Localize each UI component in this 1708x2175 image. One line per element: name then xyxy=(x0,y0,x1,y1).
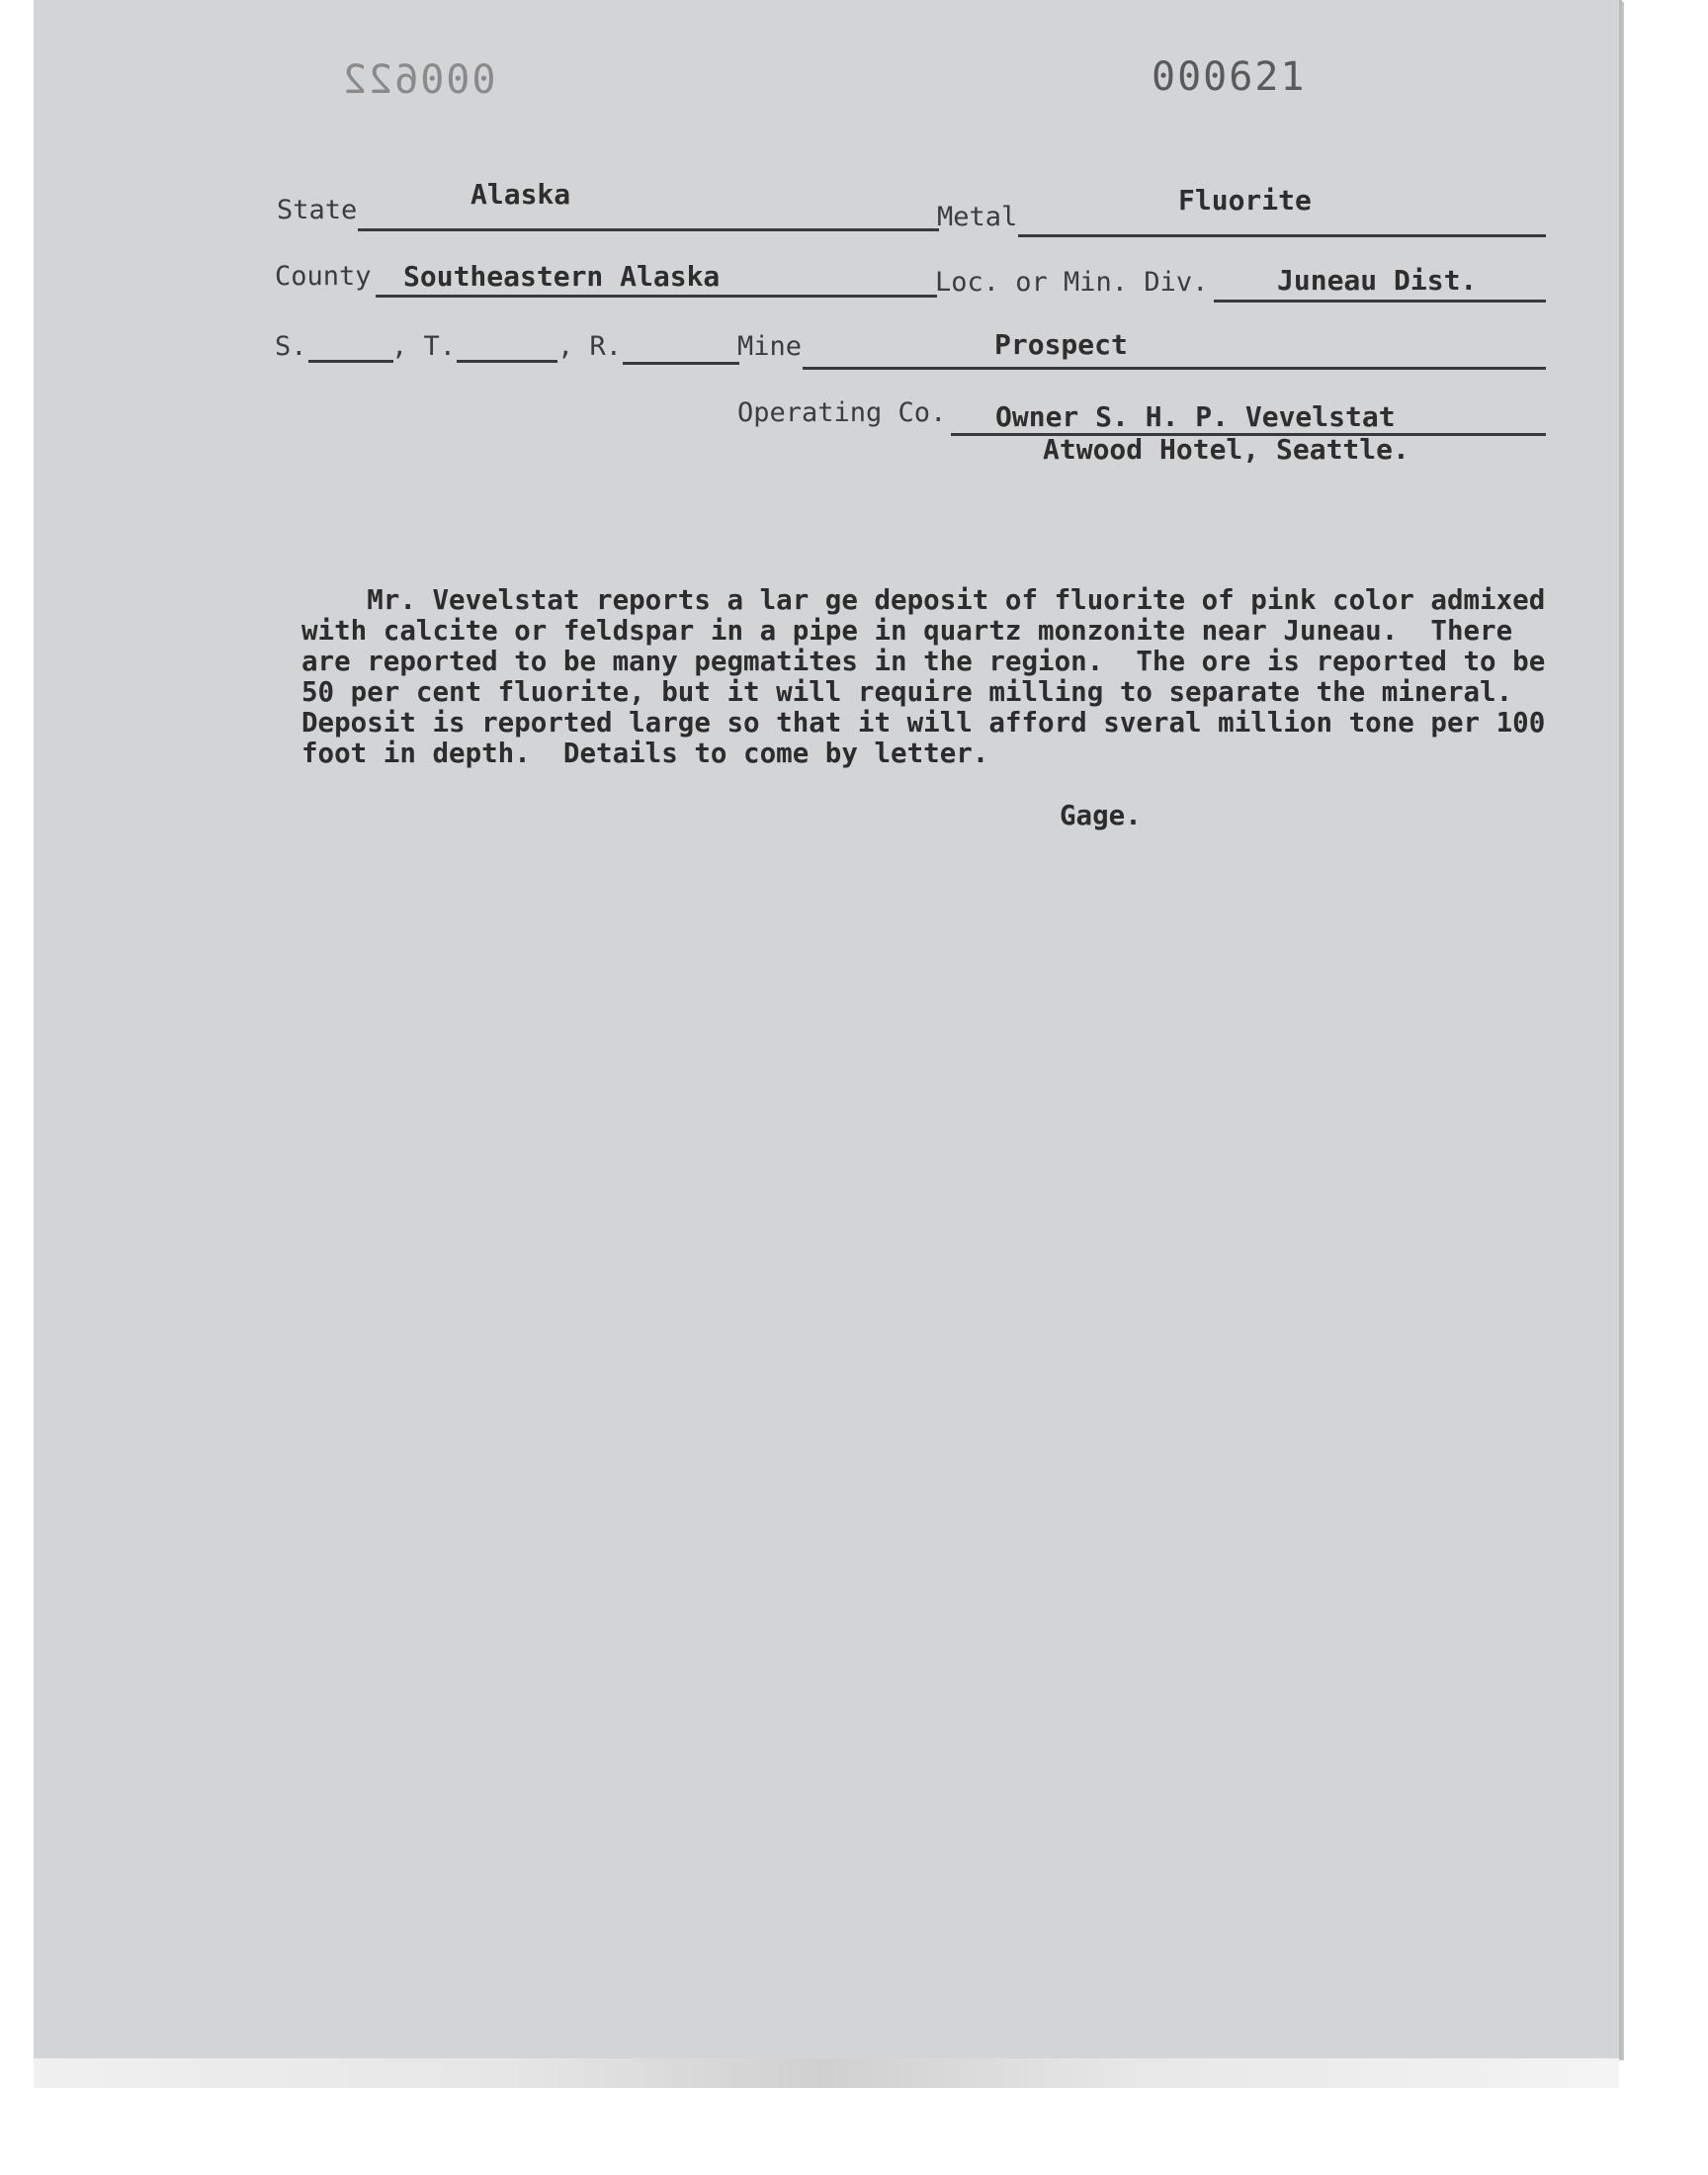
township-label: , T. xyxy=(391,331,457,362)
mirrored-stamp-number: 000622 xyxy=(341,57,496,103)
body-line-1: Mr. Vevelstat reports a lar ge deposit of fluorite of pink color admixed xyxy=(301,584,1546,616)
section-underline xyxy=(308,360,393,363)
state-underline xyxy=(358,228,939,231)
county-label: County xyxy=(275,261,372,292)
county-underline xyxy=(376,295,937,298)
metal-label: Metal xyxy=(937,202,1018,232)
stamp-number: 000621 xyxy=(1152,54,1307,100)
scan-edge-strip xyxy=(34,2058,1619,2088)
mine-value: Prospect xyxy=(994,328,1128,361)
mine-underline xyxy=(803,367,1546,370)
document-page xyxy=(34,0,1622,2058)
state-label: State xyxy=(277,195,358,225)
mine-label: Mine xyxy=(737,331,803,362)
metal-value: Fluorite xyxy=(1178,184,1312,217)
county-value: Southeastern Alaska xyxy=(403,260,721,293)
operating-label: Operating Co. xyxy=(737,397,947,428)
body-line-4: 50 per cent fluorite, but it will require milling to separate the mineral. xyxy=(301,676,1513,708)
township-underline xyxy=(457,360,557,363)
range-label: , R. xyxy=(557,331,623,362)
range-underline xyxy=(623,362,739,365)
operating-address: Atwood Hotel, Seattle. xyxy=(1043,433,1409,466)
body-line-3: are reported to be many pegmatites in the region. The ore is reported to be xyxy=(301,646,1546,677)
section-label: S. xyxy=(275,331,307,362)
loc-value: Juneau Dist. xyxy=(1277,264,1478,297)
body-line-6: foot in depth. Details to come by letter. xyxy=(301,738,989,769)
state-value: Alaska xyxy=(470,178,571,211)
body-line-5: Deposit is reported large so that it will afford sveral million tone per 100 xyxy=(301,707,1546,739)
loc-underline xyxy=(1214,300,1546,303)
signature: Gage. xyxy=(1060,800,1142,831)
metal-underline xyxy=(1018,234,1546,237)
operating-value: Owner S. H. P. Vevelstat xyxy=(995,400,1396,433)
loc-label: Loc. or Min. Div. xyxy=(935,267,1209,298)
body-line-2: with calcite or feldspar in a pipe in quartz monzonite near Juneau. There xyxy=(301,615,1513,647)
